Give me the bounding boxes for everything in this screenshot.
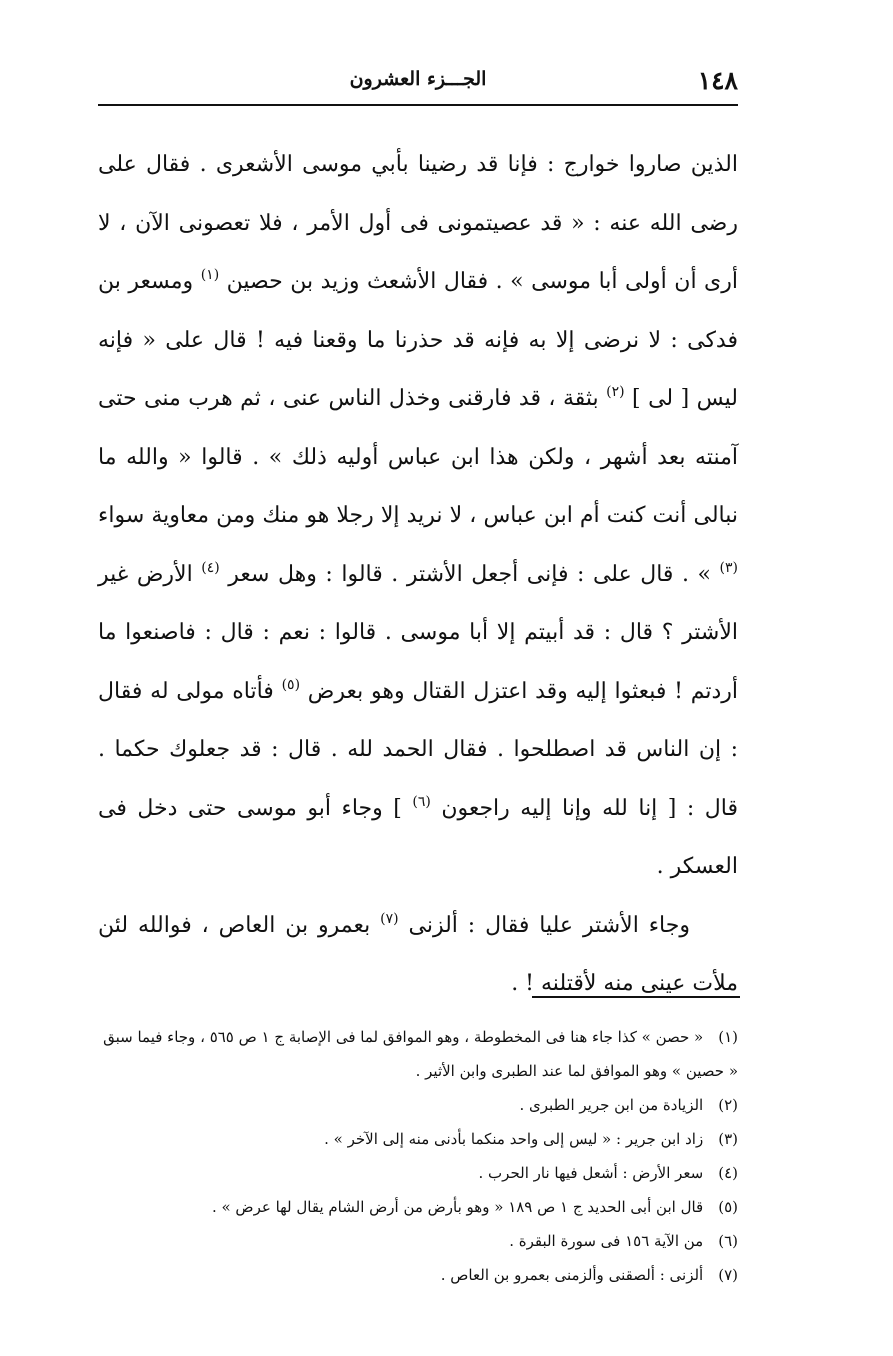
footnote-number: (٧)	[718, 1266, 738, 1284]
text-run: بثقة ، قد فارقنى وخذل الناس عنى ، ثم هرب منى حتى آمنته بعد أشهر ، ولكن هذا ابن عباس أوليه ذلك » . قالوا « والله ما نبالى أنت كنت أم ابن عباس ، لا نريد إلا رجلا هو منك ومن معاوية سواء	[98, 386, 738, 528]
footnote	[98, 1088, 738, 1122]
footnote	[98, 1258, 738, 1292]
paragraph	[98, 136, 738, 897]
footnote-number: (٦)	[718, 1232, 738, 1250]
footnote	[98, 1122, 738, 1156]
running-title: الجـــزء العشرون	[349, 68, 487, 90]
footnote-text: ألزنى : ألصقنى وألزمنى بعمرو بن العاص .	[440, 1266, 704, 1284]
footnote-number: (٥)	[718, 1198, 738, 1216]
footnote-text: « حصن » كذا جاء هنا فى المخطوطة ، وهو الموافق لما فى الإصابة ج ١ ص ٥٦٥ ، وجاء فيما سبق « حصين » وهو الموافق لما عند الطبرى وابن الأثير .	[103, 1028, 738, 1080]
footnote-ref: (٦)	[412, 793, 431, 810]
footnote	[98, 1190, 738, 1224]
text-run: الأرض غير الأشتر ؟ قال : قد أبيتم إلا أبا موسى . قالوا : نعم : قال : فاصنعوا ما أردتم ! فبعثوا إليه وقد اعتزل القتال وهو بعرض	[98, 561, 738, 704]
running-head	[98, 64, 738, 106]
footnote-text: الزيادة من ابن جرير الطبرى .	[519, 1096, 704, 1114]
main-text	[98, 136, 738, 1014]
footnotes	[98, 1020, 738, 1292]
footnote-ref: (٧)	[380, 910, 399, 927]
text-run: وجاء الأشتر عليا فقال : ألزنى	[408, 912, 690, 938]
footnote-ref: (٤)	[201, 559, 220, 576]
footnote-text: سعر الأرض : أشعل فيها نار الحرب .	[478, 1164, 704, 1182]
footnote	[98, 1156, 738, 1190]
text-run: بعمرو بن العاص ، فوالله لئن ملأت عينى منه لأقتلنه ! .	[98, 912, 738, 996]
footnote-ref: (٣)	[719, 559, 738, 576]
footnote-ref: (١)	[200, 267, 220, 283]
text-run: الذين صاروا خوارج : فإنا قد رضينا بأبي موسى الأشعرى . فقال على رضى الله عنه : « قد عصيتمونى فى أول الأمر ، فلا تعصونى الآن ، لا أرى أن أولى أبا موسى » . فقال الأشعث وزيد بن حصين	[98, 152, 739, 294]
footnote-number: (٤)	[718, 1164, 738, 1182]
footnote-ref: (٥)	[281, 676, 301, 693]
footnote-text: قال ابن أبى الحديد ج ١ ص ١٨٩ « وهو بأرض من أرض الشام يقال لها عرض » .	[211, 1198, 704, 1216]
footnote-number: (٢)	[718, 1096, 738, 1114]
footnote-number: (١)	[718, 1028, 738, 1046]
footnote-number: (٣)	[718, 1130, 738, 1148]
text-run: » . قال على : فإنى أجعل الأشتر . قالوا : وهل سعر	[228, 561, 711, 587]
page-number: ١٤٨	[697, 66, 738, 95]
footnote-divider	[532, 996, 740, 998]
footnote	[98, 1020, 738, 1088]
footnote	[98, 1224, 738, 1258]
footnote-ref: (٢)	[606, 384, 625, 400]
footnote-text: من الآية ١٥٦ فى سورة البقرة .	[509, 1232, 704, 1250]
footnote-text: زاد ابن جرير : « ليس إلى واحد منكما بأدنى منه إلى الآخر » .	[324, 1130, 704, 1148]
text-run: فأتاه مولى له فقال : إن الناس قد اصطلحوا . فقال الحمد لله . قال : قد جعلوك حكما . قال : [ إنا لله وإنا إليه راجعون	[98, 678, 738, 821]
text-run: ومسعر بن فدكى : لا نرضى إلا به فإنه قد حذرنا ما وقعنا فيه ! قال على « فإنه ليس [ لى ]	[98, 269, 738, 411]
text-run: ] وجاء أبو موسى حتى دخل فى العسكر .	[98, 795, 738, 879]
